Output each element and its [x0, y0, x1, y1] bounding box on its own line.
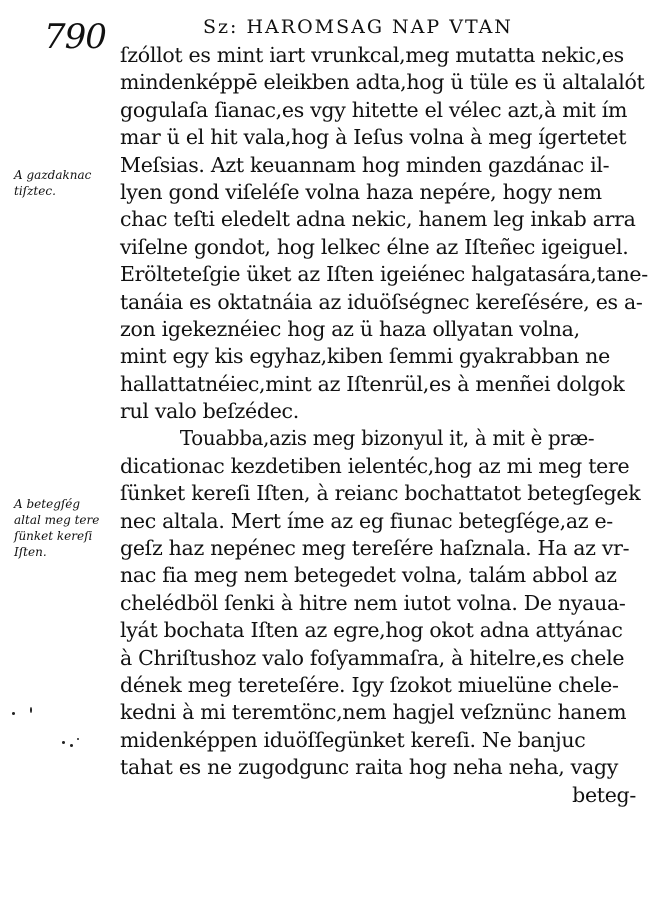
ink-speck	[62, 741, 65, 744]
page-number: 790	[44, 17, 106, 57]
text-line: beteg-	[572, 782, 636, 807]
margin-note-line: A betegſég	[14, 497, 81, 511]
margin-note-line: ſünket kereſi	[14, 529, 93, 543]
text-line: ſzóllot es mint iart vrunkcal,meg mutatta nekic,es	[120, 43, 624, 67]
ink-speck	[70, 744, 73, 747]
margin-note-gazdak	[14, 167, 118, 199]
ink-speck	[30, 707, 32, 713]
text-line: gogulaſa ſianac,es vgy hitette el vélec azt,à mit ím	[120, 97, 628, 122]
margin-note-line: tiſztec.	[14, 184, 56, 198]
ink-speck	[12, 712, 15, 715]
margin-note-line: altal meg tere	[14, 513, 100, 527]
text-line: nac fia meg nem betegedet volna, talám abbol az	[120, 563, 617, 588]
text-line: ſünket kereſi Iſten, à reianc bochattatot betegſegek	[120, 481, 641, 506]
text-line: mar ü el hit vala,hog à Ieſus volna à meg ígertetet	[120, 125, 627, 150]
text-line: Meſsias. Azt keuannam hog minden gazdánac il-	[120, 152, 610, 177]
text-line: lyát bochata Iſten az egre,hog okot adna attyánac	[120, 618, 623, 643]
margin-note-betegseg	[14, 496, 118, 560]
text-line: midenképpen iduöſſegünket kereſi. Ne banjuc	[120, 727, 586, 752]
body-text	[120, 42, 654, 809]
text-line: à Chriſtushoz valo foſyammaſra, à hitelre,es chele	[120, 645, 625, 670]
text-line: zon igekeznéiec hog az ü haza ollyatan volna,	[120, 316, 580, 341]
text-line: kedni à mi teremtönc,nem hagjel veſznünc hanem	[120, 700, 627, 725]
text-line: Erölteteſgie üket az Iſten igeiénec halgatasára,tane-	[120, 262, 648, 287]
text-line: Touabba,azis meg bizonyul it, à mit è præ-	[179, 426, 595, 451]
margin-note-line: Iſten.	[14, 545, 47, 559]
text-line: chac teſti eledelt adna nekic, hanem leg inkab arra	[120, 207, 636, 232]
text-line: dicationac kezdetiben ielentéc,hog az mi meg tere	[120, 453, 630, 478]
text-line: nec altala. Mert íme az eg fiunac betegſége,az e-	[120, 508, 613, 533]
text-line: dének meg tereteſére. Igy ſzokot miuelüne chele-	[120, 672, 619, 697]
text-line: rul valo beſzédec.	[120, 399, 299, 424]
text-line: lyen gond viſeléſe volna haza nepére, hogy nem	[120, 179, 602, 204]
text-line: hallattatnéiec,mint az Iſtenrül,es à menñei dolgok	[120, 371, 625, 396]
ink-speck	[77, 738, 79, 740]
text-line: tanáia es oktatnáia az iduöſségnec kereſésére, es a-	[120, 289, 643, 314]
running-title: Sz: HAROMSAG NAP VTAN	[203, 16, 513, 38]
text-line: tahat es ne zugodgunc raita hog neha neha, vagy	[120, 755, 618, 780]
text-line: mint egy kis egyhaz,kiben ſemmi gyakrabban ne	[120, 344, 610, 369]
margin-note-line: A gazdaknac	[14, 168, 92, 182]
text-line: viſelne gondot, hog lelkec élne az Iſteñec igeiguel.	[120, 234, 629, 259]
text-line: chelédböl ſenki à hitre nem iutot volna. De nyaua-	[120, 590, 626, 615]
text-line: geſz haz nepénec meg tereſére haſznala. Ha az vr-	[120, 536, 630, 561]
text-line: mindenképpē eleikben adta,hog ü tüle es ü altalalót	[120, 70, 645, 95]
